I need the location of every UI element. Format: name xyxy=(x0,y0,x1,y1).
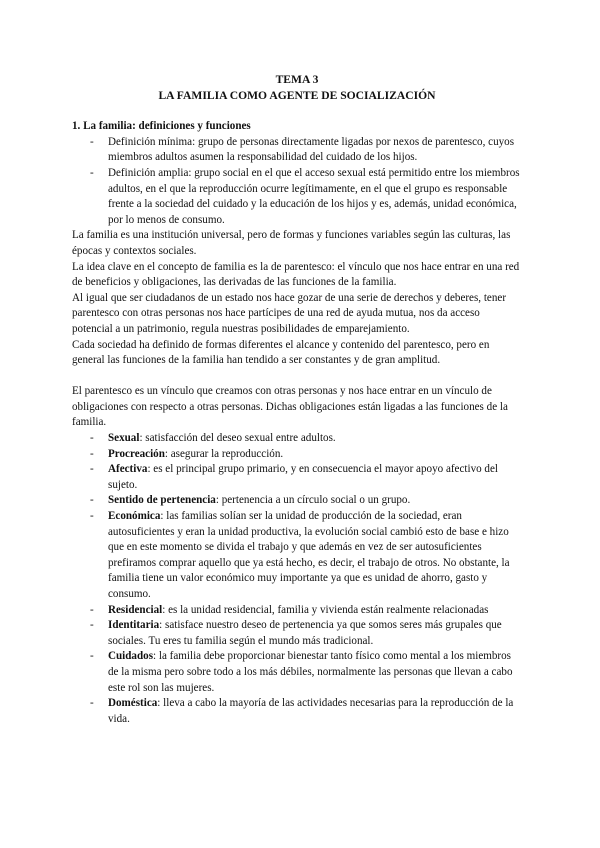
dash-bullet: - xyxy=(90,447,94,460)
definitions-list xyxy=(72,135,522,229)
function-description: : asegurar la reproducción. xyxy=(164,447,284,460)
definition-minimal: Definición mínima: grupo de personas directamente ligadas por nexos de parentesco, cuyos miembros adultos asumen la responsabilidad del cuidado de los hijos. xyxy=(108,135,515,164)
list-item xyxy=(72,135,522,166)
function-description: : pertenencia a un círculo social o un grupo. xyxy=(215,494,411,507)
list-item xyxy=(72,462,522,493)
function-term: Procreación xyxy=(108,447,165,460)
list-item xyxy=(72,649,522,696)
dash-bullet: - xyxy=(90,494,94,507)
dash-bullet: - xyxy=(90,697,94,710)
list-item xyxy=(72,603,522,619)
function-term: Identitaria xyxy=(108,619,160,632)
function-description: : la familia debe proporcionar bienestar tanto físico como mental a los miembros de la misma pero sobre todo a los más débiles, normalmente las personas que llevan a cabo este rol son las mujeres. xyxy=(108,650,513,694)
function-term: Cuidados xyxy=(108,650,154,663)
paragraph-spacer xyxy=(72,369,522,385)
functions-list xyxy=(72,431,522,727)
dash-bullet: - xyxy=(90,166,94,179)
section-heading: 1. La familia: definiciones y funciones xyxy=(72,120,251,133)
list-item xyxy=(72,696,522,727)
function-description: : es el principal grupo primario, y en consecuencia el mayor apoyo afectivo del sujeto. xyxy=(108,463,498,491)
list-item xyxy=(72,493,522,509)
function-term: Sexual xyxy=(108,432,140,445)
paragraph: La idea clave en el concepto de familia es la de parentesco: el vínculo que nos hace entrar en una red de beneficios y obligaciones, las derivadas de las funciones de la familia. xyxy=(72,260,520,289)
definition-broad: Definición amplia: grupo social en el que el acceso sexual está permitido entre los miembros adultos, en el que la reproducción ocurre legítimamente, en el que el grupo es responsable frente a la sociedad del cuidado y la educación de los hijos y es, además, unidad económica, por lo menos de consumo. xyxy=(108,166,520,226)
dash-bullet: - xyxy=(90,650,94,663)
paragraph: Al igual que ser ciudadanos de un estado nos hace gozar de una serie de derechos y deberes, tener parentesco con otras personas nos hace partícipes de una red de ayuda mutua, nos da acceso potencial a un patrimonio, regula nuestras posibilidades de emparejamiento. xyxy=(72,291,507,335)
dash-bullet: - xyxy=(90,603,94,616)
list-item xyxy=(72,431,522,447)
function-description: : satisface nuestro deseo de pertenencia ya que somos seres más grupales que sociales. Tu eres tu familia según el mundo más tradicional. xyxy=(108,619,502,647)
paragraph-obligations: El parentesco es un vínculo que creamos con otras personas y nos hace entrar en un vínculo de obligaciones con respecto a otras personas. Dichas obligaciones están ligadas a las funciones de la familia. xyxy=(72,385,508,429)
list-item xyxy=(72,166,522,228)
function-term: Económica xyxy=(108,510,161,523)
dash-bullet: - xyxy=(90,619,94,632)
function-term: Afectiva xyxy=(108,463,148,476)
function-term: Residencial xyxy=(108,603,163,616)
title-block xyxy=(72,72,522,103)
document-page xyxy=(72,72,522,727)
function-description: : lleva a cabo la mayoría de las actividades necesarias para la reproducción de la vida. xyxy=(108,697,514,725)
paragraph: La familia es una institución universal, pero de formas y funciones variables según las culturas, las épocas y contextos sociales. xyxy=(72,229,511,257)
function-description: : las familias solían ser la unidad de producción de la sociedad, eran autosuficientes y eran la unidad productiva, la evolución social cambió esto de base e hizo que en este momento se divida el trabajo y que además en vez de ser autosuficientes prefiramos comprar aquello que ya está hecho, es decir, el trabajo de otros. No obstante, la familia tiene un valor económico muy importante ya que es unidad de ahorro, gasto y consumo. xyxy=(108,510,510,600)
dash-bullet: - xyxy=(90,432,94,445)
dash-bullet: - xyxy=(90,135,94,148)
function-term: Doméstica xyxy=(108,697,158,710)
list-item xyxy=(72,447,522,463)
function-description: : satisfacción del deseo sexual entre adultos. xyxy=(139,432,336,445)
paragraph: Cada sociedad ha definido de formas diferentes el alcance y contenido del parentesco, pero en general las funciones de la familia han tendido a ser constantes y de gran amplitud. xyxy=(72,338,490,367)
dash-bullet: - xyxy=(90,510,94,523)
function-term: Sentido de pertenencia xyxy=(108,494,216,507)
function-description: : es la unidad residencial, familia y vivienda están realmente relacionadas xyxy=(162,603,489,616)
list-item xyxy=(72,509,522,603)
list-item xyxy=(72,618,522,649)
dash-bullet: - xyxy=(90,463,94,476)
page-title: TEMA 3 xyxy=(275,73,319,86)
page-subtitle: LA FAMILIA COMO AGENTE DE SOCIALIZACIÓN xyxy=(158,88,436,102)
